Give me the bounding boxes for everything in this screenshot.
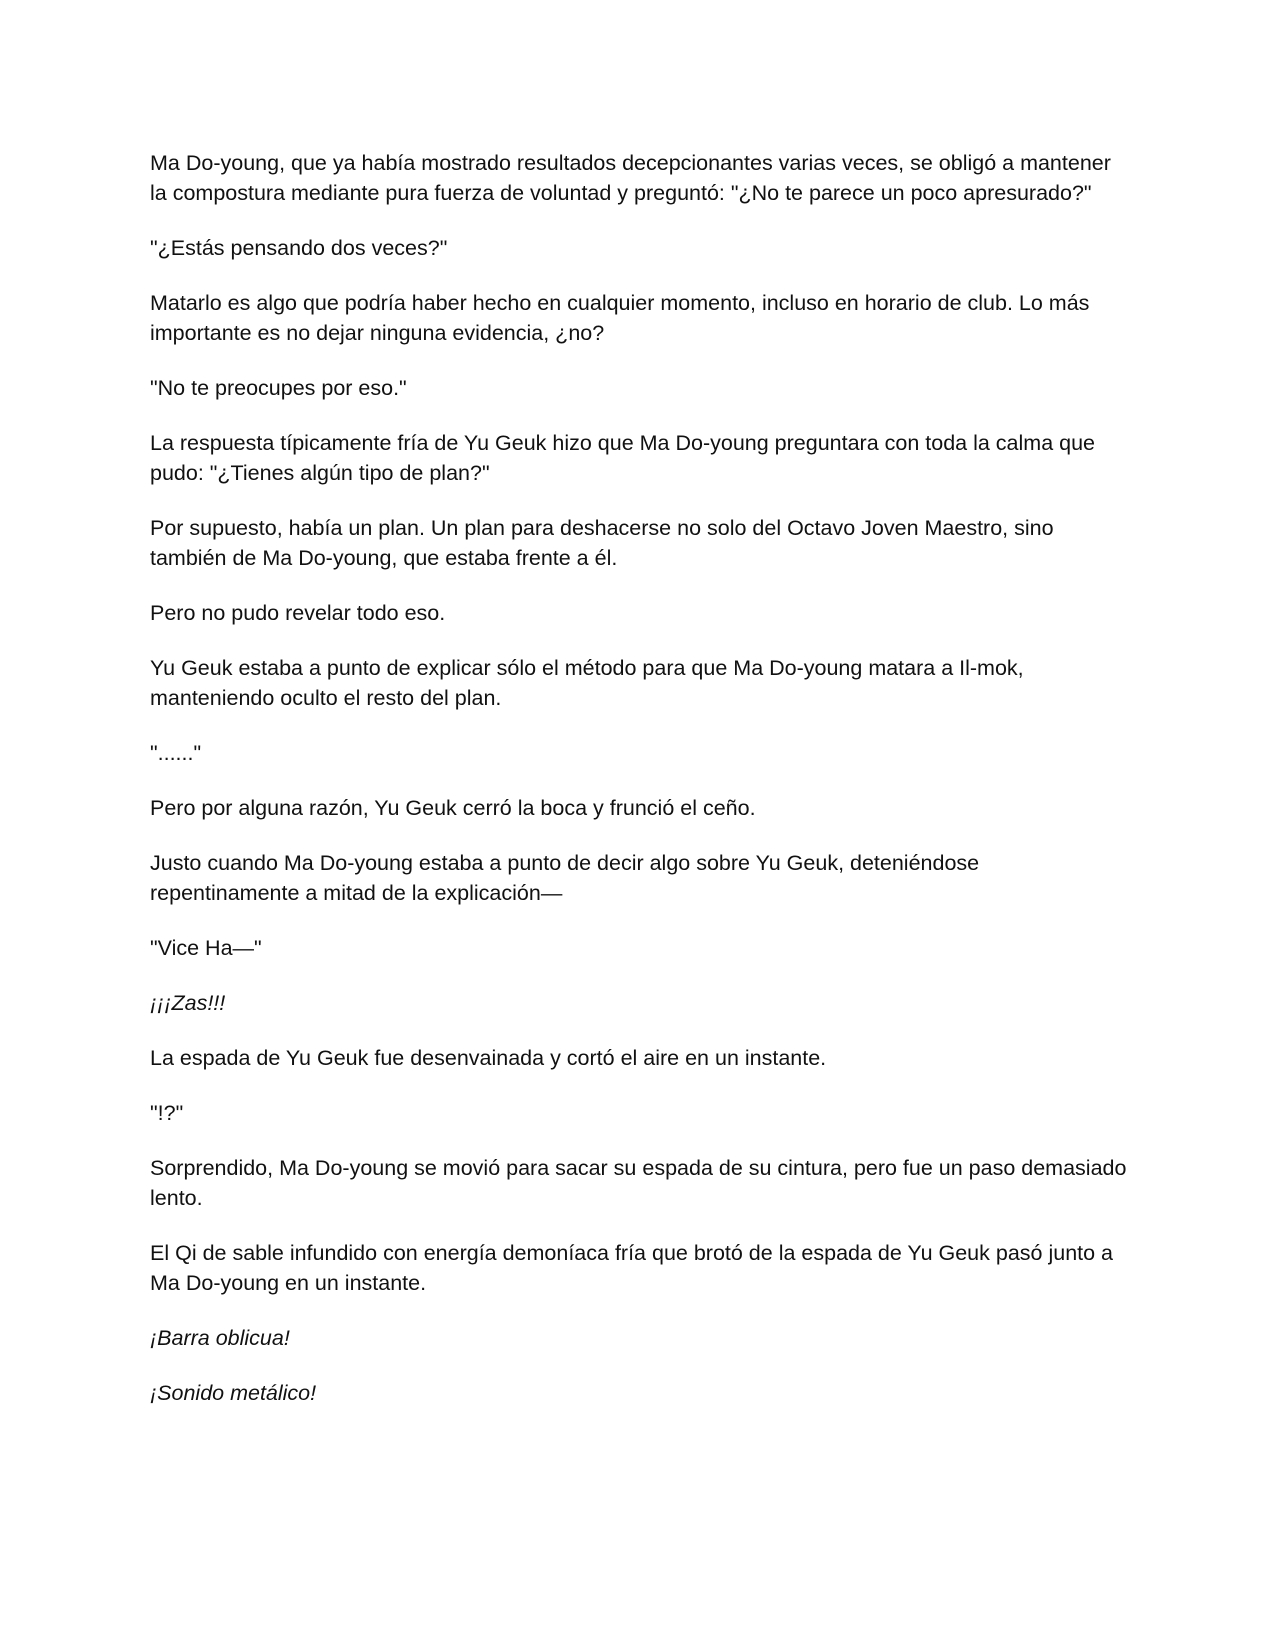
paragraph: "!?" xyxy=(150,1101,184,1125)
paragraph: La respuesta típicamente fría de Yu Geuk hizo que Ma Do-young preguntara con toda la calma que pudo: "¿Tienes algún tipo de plan?" xyxy=(150,431,1096,485)
paragraph: El Qi de sable infundido con energía demoníaca fría que brotó de la espada de Yu Geuk pasó junto a Ma Do-young en un instante. xyxy=(150,1241,1114,1295)
paragraph: "No te preocupes por eso." xyxy=(150,376,407,400)
paragraph: "Vice Ha—" xyxy=(150,936,262,960)
paragraph: Sorprendido, Ma Do-young se movió para sacar su espada de su cintura, pero fue un paso demasiado lento. xyxy=(150,1156,1127,1210)
paragraph-sound-effect: ¡Barra oblicua! xyxy=(150,1326,290,1350)
paragraph: Pero no pudo revelar todo eso. xyxy=(150,601,446,625)
paragraph: Yu Geuk estaba a punto de explicar sólo el método para que Ma Do-young matara a Il-mok, manteniendo oculto el resto del plan. xyxy=(150,656,1024,710)
paragraph-sound-effect: ¡Sonido metálico! xyxy=(150,1381,317,1405)
paragraph: "......" xyxy=(150,741,202,765)
paragraph-sound-effect: ¡¡¡Zas!!! xyxy=(150,991,226,1015)
paragraph: La espada de Yu Geuk fue desenvainada y cortó el aire en un instante. xyxy=(150,1046,827,1070)
document-body xyxy=(150,148,1130,1433)
paragraph: Ma Do-young, que ya había mostrado resultados decepcionantes varias veces, se obligó a mantener la compostura mediante pura fuerza de voluntad y preguntó: "¿No te parece un poco apresurado?" xyxy=(150,151,1111,205)
paragraph: "¿Estás pensando dos veces?" xyxy=(150,236,448,260)
paragraph: Matarlo es algo que podría haber hecho en cualquier momento, incluso en horario de club. Lo más importante es no dejar ninguna evidencia, ¿no? xyxy=(150,291,1090,345)
paragraph: Pero por alguna razón, Yu Geuk cerró la boca y frunció el ceño. xyxy=(150,796,756,820)
paragraph: Por supuesto, había un plan. Un plan para deshacerse no solo del Octavo Joven Maestro, sino también de Ma Do-young, que estaba frente a él. xyxy=(150,516,1054,570)
paragraph: Justo cuando Ma Do-young estaba a punto de decir algo sobre Yu Geuk, deteniéndose repentinamente a mitad de la explicación— xyxy=(150,851,980,905)
